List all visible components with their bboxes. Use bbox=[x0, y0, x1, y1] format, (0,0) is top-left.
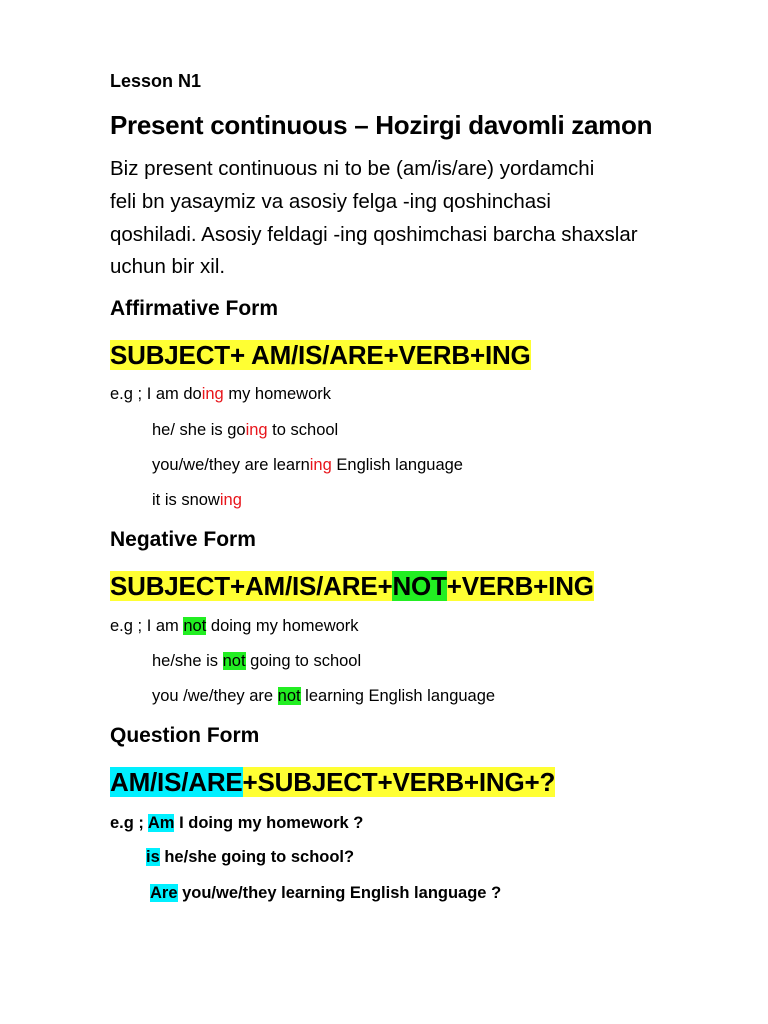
example-text: going to school bbox=[245, 652, 362, 670]
intro-line-2: feli bn yasaymiz va asosiy felga -ing qoshinchasi bbox=[110, 190, 551, 213]
ing-suffix: ing bbox=[219, 491, 242, 509]
intro-line-3: qoshiladi. Asosiy feldagi -ing qoshimchasi barcha shaxslar bbox=[110, 223, 638, 246]
ing-suffix: ing bbox=[245, 421, 268, 439]
example-text: you/we/they are learn bbox=[152, 456, 310, 474]
example-text: e.g ; I am do bbox=[110, 385, 202, 403]
example-text: learning English language bbox=[300, 687, 496, 705]
example-text: to school bbox=[267, 421, 339, 439]
affirmative-example-1 bbox=[110, 385, 331, 404]
affirmative-example-3 bbox=[152, 456, 463, 475]
negative-example-1 bbox=[110, 617, 359, 636]
question-formula-aux: AM/IS/ARE bbox=[110, 767, 243, 797]
example-text: e.g ; I am bbox=[110, 617, 184, 635]
affirmative-formula-text: SUBJECT+ AM/IS/ARE+VERB+ING bbox=[110, 340, 531, 370]
question-formula bbox=[110, 764, 555, 800]
example-text: doing my homework bbox=[206, 617, 359, 635]
example-text: my homework bbox=[223, 385, 332, 403]
not-word: not bbox=[183, 617, 207, 635]
negative-heading: Negative Form bbox=[110, 528, 256, 551]
intro-line-1: Biz present continuous ni to be (am/is/are) yordamchi bbox=[110, 157, 595, 180]
negative-formula-not: NOT bbox=[392, 571, 447, 601]
aux-word: Am bbox=[147, 814, 175, 832]
negative-formula-end: +VERB+ING bbox=[446, 571, 594, 601]
negative-example-3 bbox=[152, 687, 495, 706]
lesson-label: Lesson N1 bbox=[110, 71, 202, 91]
example-text: English language bbox=[331, 456, 463, 474]
aux-word: Are bbox=[150, 884, 178, 902]
example-text: he/ she is go bbox=[152, 421, 246, 439]
affirmative-example-2 bbox=[152, 421, 338, 440]
example-text: e.g ; bbox=[110, 814, 148, 832]
affirmative-heading: Affirmative Form bbox=[110, 297, 279, 320]
example-text: I doing my homework ? bbox=[174, 814, 364, 832]
ing-suffix: ing bbox=[201, 385, 224, 403]
affirmative-example-4 bbox=[152, 491, 242, 510]
question-example-2 bbox=[146, 848, 354, 867]
example-text: it is snow bbox=[152, 491, 220, 509]
question-heading: Question Form bbox=[110, 724, 260, 747]
negative-example-2 bbox=[152, 652, 361, 671]
example-text: you /we/they are bbox=[152, 687, 278, 705]
negative-formula-start: SUBJECT+AM/IS/ARE+ bbox=[110, 571, 393, 601]
example-text: he/she is bbox=[152, 652, 223, 670]
intro-line-4: uchun bir xil. bbox=[110, 255, 226, 278]
question-example-3 bbox=[150, 884, 501, 903]
question-example-1 bbox=[110, 814, 363, 833]
not-word: not bbox=[222, 652, 246, 670]
ing-suffix: ing bbox=[309, 456, 332, 474]
negative-formula bbox=[110, 568, 594, 604]
example-text: he/she going to school? bbox=[159, 848, 355, 866]
page-title: Present continuous – Hozirgi davomli zamon bbox=[110, 110, 653, 140]
question-formula-end: +SUBJECT+VERB+ING+? bbox=[242, 767, 556, 797]
aux-word: is bbox=[146, 848, 160, 866]
example-text: you/we/they learning English language ? bbox=[177, 884, 502, 902]
not-word: not bbox=[277, 687, 301, 705]
affirmative-formula bbox=[110, 337, 531, 373]
